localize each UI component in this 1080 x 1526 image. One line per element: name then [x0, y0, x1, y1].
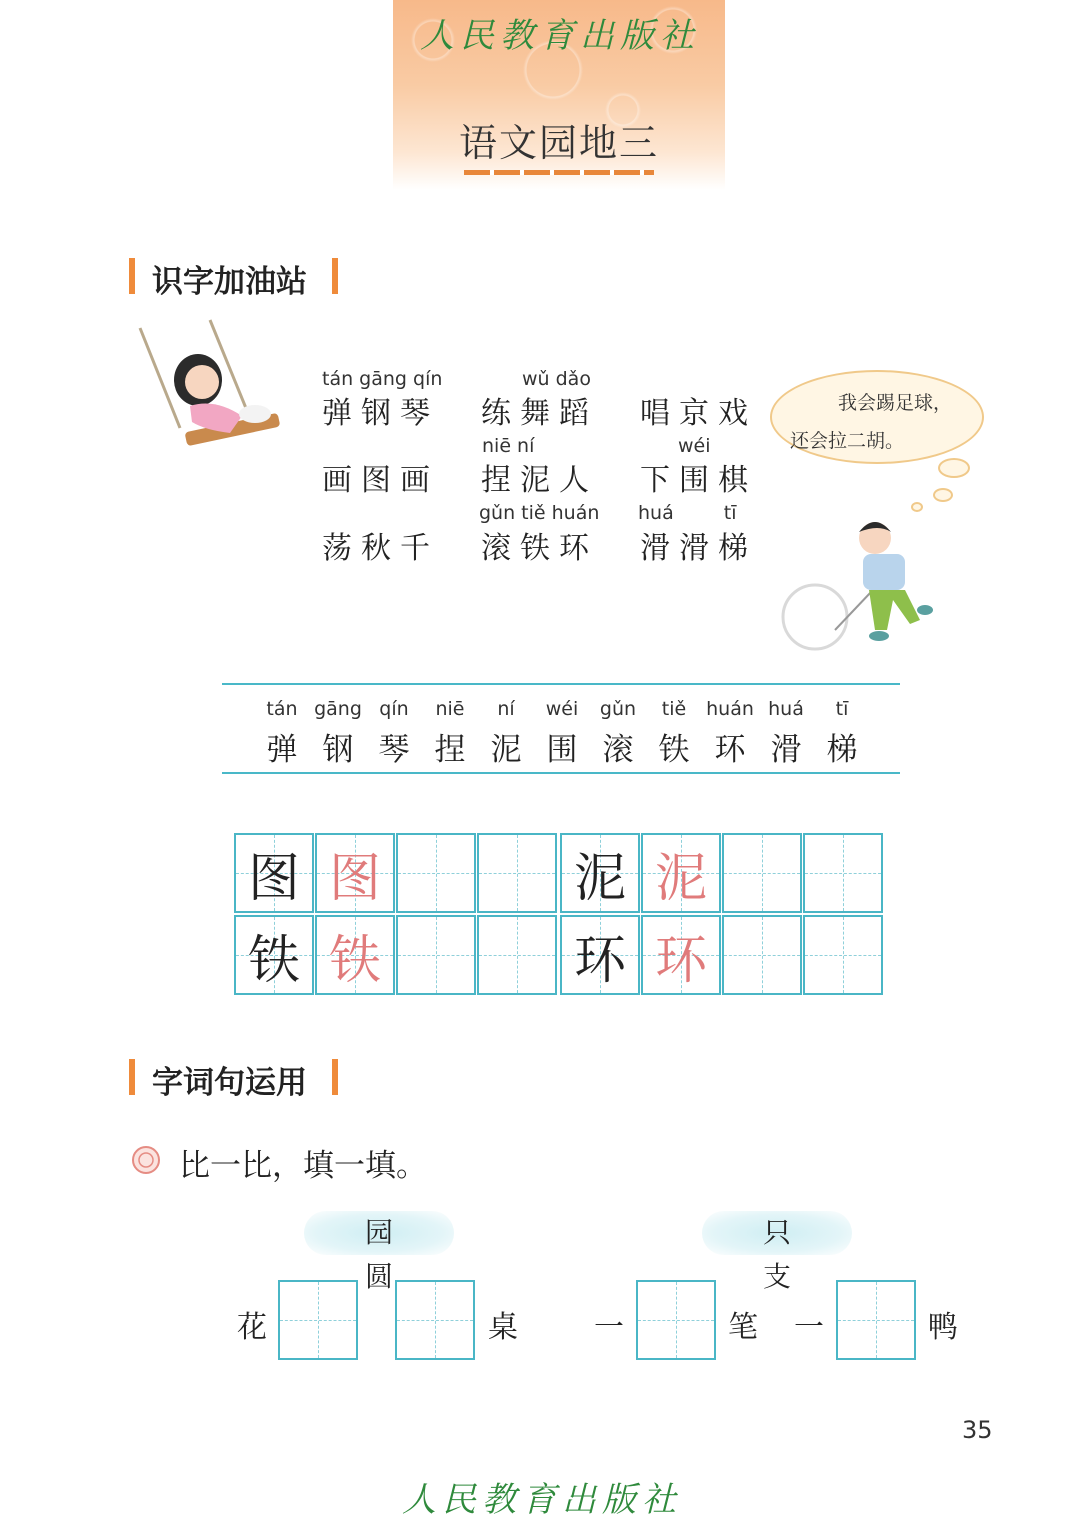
exercise-instruction: 比一比，填一填。 — [179, 1148, 427, 1184]
fill-char-zhuo: 桌 — [488, 1310, 518, 1345]
fill-char-yi-2: 一 — [794, 1310, 824, 1345]
bubble-line-1: 我会踢足球， — [838, 392, 953, 414]
fill-char-ya: 鸭 — [928, 1310, 958, 1345]
fill-char-bi: 笔 — [728, 1310, 758, 1345]
strip-char: tán 弹 — [266, 698, 298, 768]
word-xia-wei-qi: 下围棋 — [640, 463, 757, 498]
grid-cell-empty[interactable] — [722, 833, 802, 913]
girl-swing-illustration — [130, 318, 290, 468]
section-bar-left — [129, 1059, 135, 1095]
grid-cell: 铁 — [315, 915, 395, 995]
section-bar-right — [332, 258, 338, 294]
page-title: 语文园地三 — [458, 121, 659, 165]
publisher-logo-bottom: 人民教育出版社 — [402, 1480, 682, 1520]
strip-char: niē 捏 — [434, 698, 466, 768]
word-hua-hua-ti: 滑滑梯 — [640, 531, 757, 566]
title-underline — [464, 170, 654, 175]
grid-cell-empty[interactable] — [396, 833, 476, 913]
page-number: 35 — [962, 1416, 993, 1444]
grid-cell-empty[interactable] — [396, 915, 476, 995]
section-bar-left — [129, 258, 135, 294]
answer-box-3[interactable] — [636, 1280, 716, 1360]
pinyin-nie-ni: niē ní — [482, 435, 535, 457]
strip-char: qín 琴 — [378, 698, 410, 768]
word-tan-gang-qin: 弹钢琴 — [322, 396, 439, 431]
pinyin-gun-tie-huan: gǔn tiě huán — [479, 502, 600, 524]
pinyin-wei: wéi — [678, 435, 711, 457]
word-hua-tu-hua: 画图画 — [322, 463, 439, 498]
boy-hoop-illustration — [775, 510, 950, 655]
word-gun-tie-huan: 滚铁环 — [481, 531, 598, 566]
exercise-seal-icon — [131, 1145, 161, 1175]
fill-char-yi-1: 一 — [594, 1310, 624, 1345]
grid-cell: 铁 — [234, 915, 314, 995]
pinyin-wu-dao: wǔ dǎo — [522, 368, 591, 390]
section-heading-usage: 字词句运用 — [152, 1065, 307, 1101]
grid-cell-empty[interactable] — [803, 833, 883, 913]
pair-zhi-pill: 只支 — [702, 1211, 852, 1255]
section-bar-right — [332, 1059, 338, 1095]
pair-yuan-pill: 园圆 — [304, 1211, 454, 1255]
fill-char-hua: 花 — [237, 1310, 267, 1345]
strip-bottom-line — [222, 772, 900, 774]
answer-box-1[interactable] — [278, 1280, 358, 1360]
publisher-logo-top: 人民教育出版社 — [420, 16, 700, 56]
writing-grid — [234, 833, 888, 997]
word-nie-ni-ren: 捏泥人 — [481, 463, 598, 498]
grid-cell: 泥 — [641, 833, 721, 913]
strip-char: gāng 钢 — [314, 698, 362, 768]
grid-cell: 图 — [234, 833, 314, 913]
section-heading-literacy: 识字加油站 — [152, 264, 307, 300]
grid-cell-empty[interactable] — [477, 915, 557, 995]
strip-char: tiě 铁 — [658, 698, 690, 768]
bubble-line-2: 还会拉二胡。 — [790, 430, 905, 452]
strip-char: gǔn 滚 — [599, 698, 637, 768]
strip-char: tī 梯 — [826, 698, 858, 768]
grid-cell: 图 — [315, 833, 395, 913]
grid-cell-empty[interactable] — [803, 915, 883, 995]
char-strip — [258, 698, 866, 769]
strip-char: huá 滑 — [768, 698, 804, 768]
answer-box-2[interactable] — [395, 1280, 475, 1360]
word-lian-wu-dao: 练舞蹈 — [481, 396, 598, 431]
pinyin-tan-gang-qin: tán gāng qín — [322, 368, 443, 390]
bubble-text — [790, 384, 970, 460]
word-dang-qiu-qian: 荡秋千 — [322, 531, 439, 566]
bubble-dot-medium — [933, 488, 953, 502]
grid-cell: 泥 — [560, 833, 640, 913]
grid-cell-empty[interactable] — [722, 915, 802, 995]
strip-char: wéi 围 — [545, 698, 579, 768]
bubble-dot-large — [938, 458, 970, 478]
grid-cell: 环 — [560, 915, 640, 995]
pinyin-hua-ti: huá tī — [638, 502, 737, 524]
grid-cell-empty[interactable] — [477, 833, 557, 913]
grid-cell: 环 — [641, 915, 721, 995]
strip-char: ní 泥 — [490, 698, 522, 768]
word-chang-jing-xi: 唱京戏 — [640, 396, 757, 431]
answer-box-4[interactable] — [836, 1280, 916, 1360]
strip-top-line — [222, 683, 900, 685]
strip-char: huán 环 — [706, 698, 754, 768]
